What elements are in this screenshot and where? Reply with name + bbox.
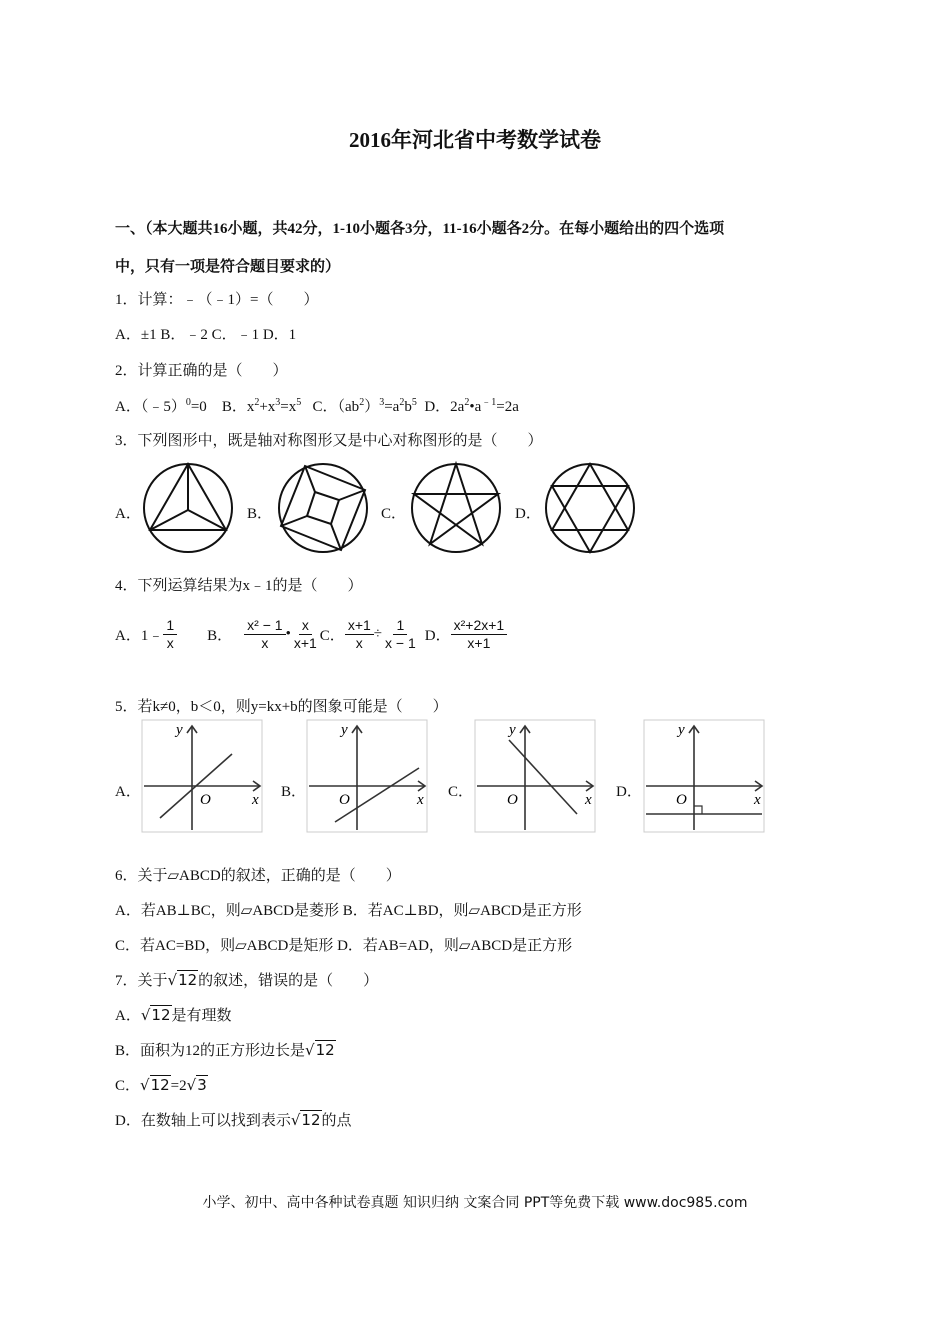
q7-option-a: A．√12是有理数 (115, 1006, 232, 1024)
page-title: 2016年河北省中考数学试卷 (349, 128, 601, 152)
q4-d-fraction: $\frac{\text{x²+2x+1}}{x+1}$ (451, 617, 508, 652)
q2-stem: 2．计算正确的是（ ） (115, 363, 288, 379)
q1-stem: 1．计算：﹣（﹣1）=（ ） (115, 292, 319, 308)
q7-option-b: B．面积为12的正方形边长是√12 (115, 1041, 335, 1059)
q3-label-a: A． (115, 506, 141, 522)
origin-label: O (507, 792, 518, 808)
q4-stem: 4．下列运算结果为x﹣1的是（ ） (115, 578, 363, 594)
q4-options (115, 608, 507, 660)
q3-label-d: D． (515, 506, 541, 522)
origin-label: O (200, 792, 211, 808)
q4-b-dot: • (285, 625, 291, 642)
right-angle-mark (694, 806, 702, 814)
q7-stem: 7．关于√12的叙述，错误的是（ ） (115, 971, 379, 989)
q4-a-label: A．1﹣ (115, 627, 164, 644)
q4-c-label: C． (319, 627, 345, 644)
axis-x-label: x (417, 792, 424, 808)
sqrt-12: √12 (305, 1041, 335, 1059)
q5-graph-a (140, 718, 264, 834)
q2-a: A．（﹣5）$^0$=0 (115, 397, 207, 415)
q5-stem: 5．若k≠0，b＜0，则y=kx+b的图象可能是（ ） (115, 699, 448, 715)
q3-figure-a (140, 460, 236, 556)
q3-figure-c (408, 460, 504, 556)
section-header-line2: 中，只有一项是符合题目要求的） (115, 259, 341, 275)
axis-y-label: y (678, 722, 685, 738)
q3-label-c: C． (381, 506, 407, 522)
q4-c-fraction2: $\frac{1}{x - 1}$ (385, 616, 416, 651)
q4-b-fraction1: $\frac{\text{x² − 1}}{x}$ (244, 617, 285, 652)
sqrt-12: √12 (140, 1076, 170, 1094)
q7-option-c: C．√12=2√3 (115, 1076, 207, 1094)
q5-label-b: B． (281, 784, 307, 800)
q5-graph-c (473, 718, 597, 834)
inner-square (307, 492, 339, 524)
q4-b-fraction2: $\frac{x}{x+1}$ (293, 616, 317, 651)
origin-label: O (676, 792, 687, 808)
q4-c-div: ÷ (373, 625, 383, 642)
q3-figure-d (542, 460, 638, 556)
q2-c: C．$(ab^2)^3=a^2b^5$ (312, 397, 417, 415)
q5-label-c: C． (448, 784, 474, 800)
q7-option-d: D．在数轴上可以找到表示√12的点 (115, 1111, 352, 1129)
q3-figure-b (275, 460, 371, 556)
q3-stem: 3．下列图形中，既是轴对称图形又是中心对称图形的是（ ） (115, 433, 543, 449)
q2-options (115, 393, 519, 416)
sqrt-12: √12 (140, 1006, 171, 1024)
function-line (509, 740, 577, 814)
q4-a-fraction: $\frac{1}{x}$ (163, 617, 177, 652)
q4-c-fraction1: $\frac{x+1}{x}$ (345, 617, 374, 652)
axis-y-label: y (176, 722, 183, 738)
axis-y-label: y (509, 722, 516, 738)
section-header-line1: 一、（本大题共16小题，共42分，1-10小题各3分，11-16小题各2分。在每小题给出的四个选项 (115, 221, 725, 237)
q5-label-d: D． (616, 784, 642, 800)
sqrt-12: √12 (167, 971, 198, 989)
axis-x-label: x (585, 792, 592, 808)
axis-y-label: y (341, 722, 348, 738)
q2-b: B．$x^2+x^3=x^5$ (221, 397, 302, 415)
sqrt-12: √12 (290, 1111, 321, 1129)
q6-options-ab: A．若AB⊥BC，则▱ABCD是菱形 B．若AC⊥BD，则▱ABCD是正方形 (115, 903, 582, 919)
q2-d: D．$2a^2•a^{﹣1}=2a$ (424, 397, 519, 415)
footer: 小学、初中、高中各种试卷真题 知识归纳 文案合同 PPT等免费下载 www.doc985.com (202, 1195, 748, 1211)
axis-x-label: x (754, 792, 761, 808)
q5-graph-d (642, 718, 766, 834)
q4-b-label: B． (207, 627, 233, 644)
square (281, 466, 365, 550)
q5-label-a: A． (115, 784, 141, 800)
q1-options: A．±1 B．﹣2 C．﹣1 D．1 (115, 327, 297, 343)
sqrt-3: √3 (186, 1076, 207, 1094)
q5-graph-b (305, 718, 429, 834)
q3-label-b: B． (247, 506, 273, 522)
axis-x-label: x (252, 792, 259, 808)
q4-d-label: D． (424, 627, 451, 644)
q6-options-cd: C．若AC=BD，则▱ABCD是矩形 D．若AB=AD，则▱ABCD是正方形 (115, 938, 573, 954)
q6-stem: 6．关于▱ABCD的叙述，正确的是（ ） (115, 868, 401, 884)
origin-label: O (339, 792, 350, 808)
